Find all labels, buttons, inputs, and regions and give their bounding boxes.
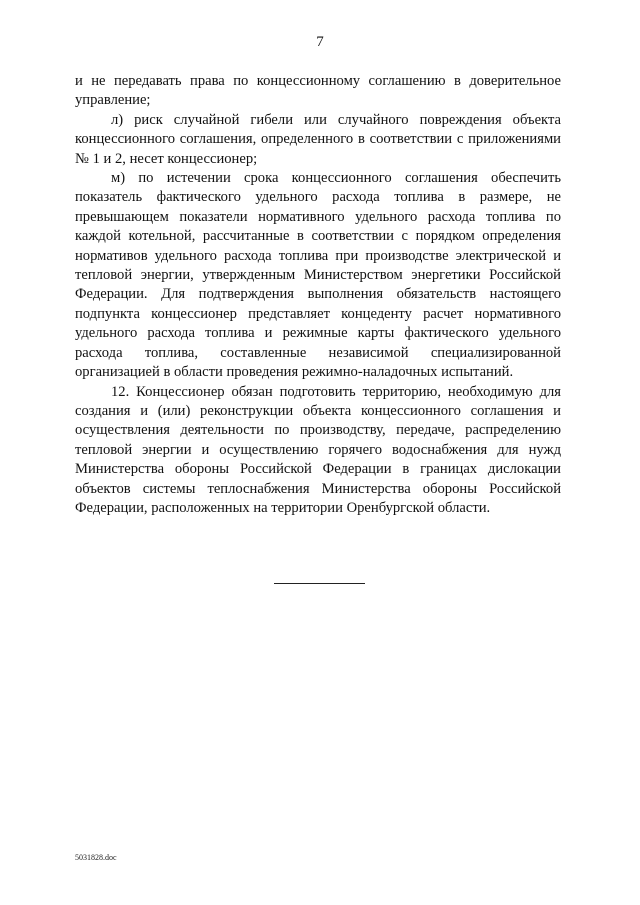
page-number: 7: [316, 34, 324, 50]
paragraph-continuation: и не передавать права по концессионному соглашению в доверительное управление;: [75, 73, 561, 109]
paragraph-item-l: л) риск случайной гибели или случайного повреждения объекта концессионного соглашения, определенного в соответствии с приложениями № 1 и 2, несет концессионер;: [75, 111, 561, 167]
paragraph-clause-12: 12. Концессионер обязан подготовить территорию, необходимую для создания и (или) реконструкции объекта концессионного соглашения и осуществления деятельности по производству, передаче, распределению тепловой энергии и осуществлению горячего водоснабжения для нужд Министерства обороны Российской Федерации в границах дислокации объектов системы теплоснабжения Министерства обороны Российской Федерации, расположенных на территории Оренбургской области.: [75, 383, 561, 516]
footer-filename: 5031828.doc: [75, 853, 117, 862]
document-body: [75, 72, 561, 518]
paragraph-item-m: м) по истечении срока концессионного соглашения обеспечить показатель фактического удельного расхода топлива в размере, не превышающем показатели нормативного удельного расхода топлива по каждой котельной, рассчитанные в соответствии с порядком определения нормативов удельного расхода топлива при производстве электрической и тепловой энергии, утвержденным Министерством энергетики Российской Федерации. Для подтверждения выполнения обязательств настоящего подпункта концессионер представляет концеденту расчет нормативного удельного расхода топлива и режимные карты фактического удельного расхода топлива, составленные независимой специализированной организацией в области проведения режимно-наладочных испытаний.: [75, 170, 561, 381]
end-divider: [274, 583, 365, 584]
